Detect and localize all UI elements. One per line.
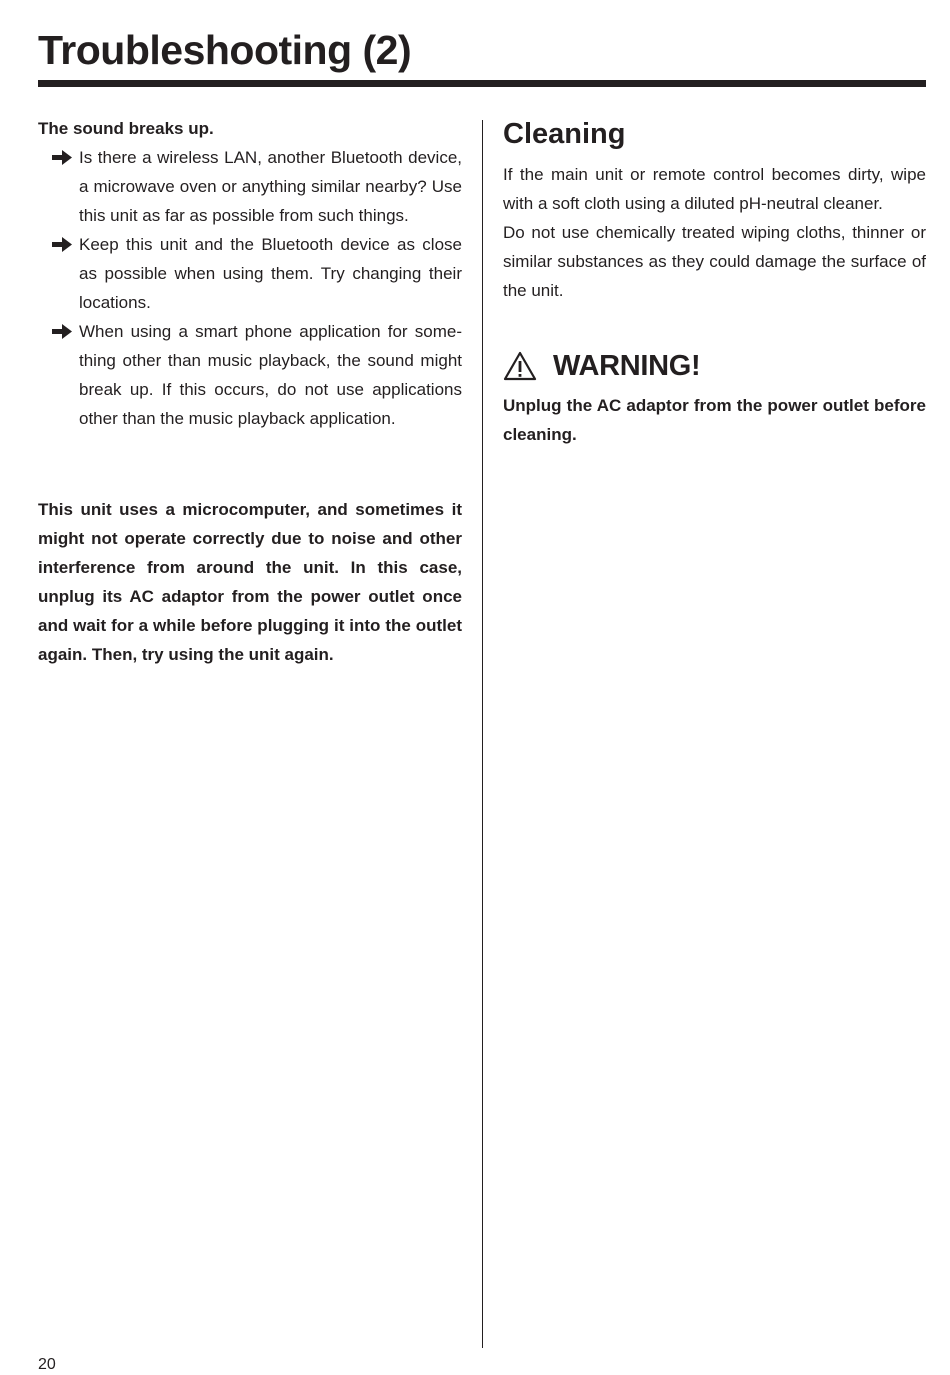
- arrow-right-icon: [52, 150, 72, 165]
- cleaning-paragraph-2: Do not use chemically treated wiping cloths, thinner or similar substances as they could damage the surface of the unit.: [503, 223, 926, 300]
- cleaning-paragraph-1: If the main unit or remote control becomes dirty, wipe with a soft cloth using a diluted pH-neutral cleaner.: [503, 165, 926, 213]
- right-column: [503, 114, 926, 449]
- left-column: [38, 114, 462, 669]
- warning-header: [503, 345, 926, 387]
- bullet-item: [38, 230, 462, 317]
- bullet-text: Is there a wireless LAN, another Bluetooth device, a microwave oven or anything similar nearby? Use this unit as far as possible from such things.: [79, 148, 462, 225]
- page-number: 20: [38, 1356, 56, 1373]
- column-divider: [482, 120, 483, 1348]
- arrow-right-icon: [52, 237, 72, 252]
- microcomputer-note: This unit uses a microcomputer, and sometimes it might not operate correctly due to noise and other interference from around the unit. In this case, unplug its AC adaptor from the power outlet once and wait for a while before plugging it into the outlet again. Then, try using the unit again.: [38, 500, 462, 664]
- bullet-item: [38, 317, 462, 433]
- bullet-text: When using a smart phone application for something other than music playback, the sound might break up. If this occurs, do not use applications other than the music playback application.: [79, 322, 462, 428]
- cleaning-heading: Cleaning: [503, 118, 626, 150]
- troubleshoot-subhead: The sound breaks up.: [38, 119, 214, 138]
- bullet-text: Keep this unit and the Bluetooth device as close as possible when using them. Try changing their locations.: [79, 235, 462, 312]
- warning-text: Unplug the AC adaptor from the power outlet before cleaning.: [503, 396, 926, 444]
- warning-heading-text: WARNING!: [553, 349, 701, 382]
- page-title: Troubleshooting (2): [38, 27, 412, 73]
- arrow-right-icon: [52, 324, 72, 339]
- warning-triangle-icon: [503, 351, 537, 381]
- bullet-item: [38, 143, 462, 230]
- title-rule: [38, 80, 926, 87]
